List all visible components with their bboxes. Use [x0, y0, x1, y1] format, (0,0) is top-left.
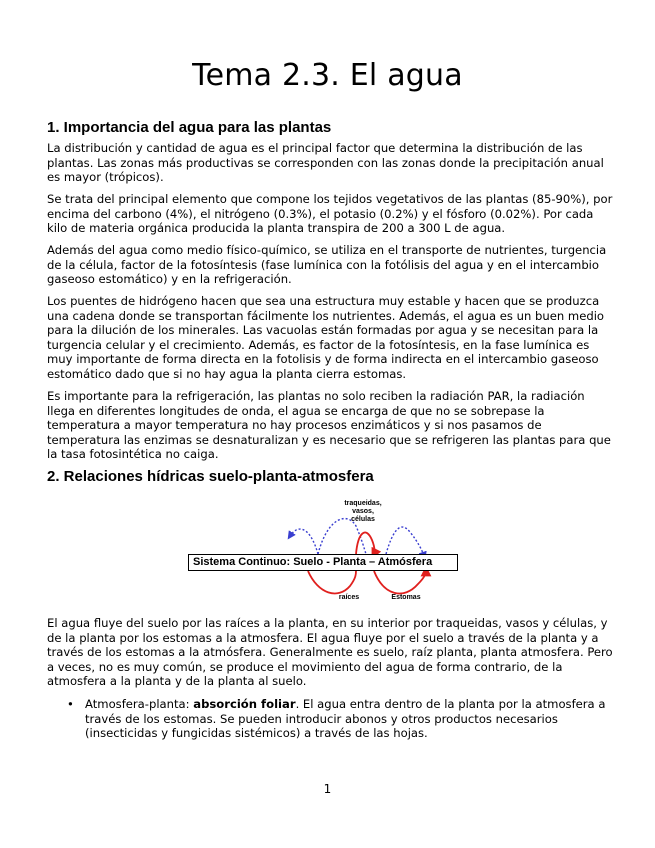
paragraph-2: Se trata del principal elemento que compone los tejidos vegetativos de las plantas (85-90%), por encima del carbono (4%), el nitrógeno (0.3%), el potasio (0.2%) y el fósforo (0.02%). Por cada kilo de materia orgánica producida la planta transpira de 200 a 300 L de agua. [47, 192, 613, 235]
red-arc-top [356, 532, 375, 554]
conduit-label-line: traqueidas, [344, 500, 382, 507]
section-2-heading: 2. Relaciones hídricas suelo-planta-atmosfera [47, 468, 374, 485]
paragraph-4: Los puentes de hidrógeno hacen que sea una estructura muy estable y hacen que se produzca una cadena donde se transportan fácilmente los nutrientes. Además, el agua es un buen medio para la dilución de los minerales. Las vacuolas están formadas por agua y se necesitan para la turgencia celular y el crecimiento. Además, es factor de la fotosíntesis, en la fase lumínica es muy importante de forma directa en la fotolisis y de forma indirecta en el intercambio gaseoso estomático dado que si no hay agua la planta cierra estomas. [47, 294, 605, 381]
diagram-label-conduits [338, 500, 388, 524]
conduit-label-line: células [351, 516, 375, 523]
paragraph-5: Es importante para la refrigeración, las plantas no solo reciben la radiación PAR, la radiación llega en diferentes longitudes de onda, el agua se encarga de que no se sobrepase la temperatura a mayor temperatura no hay procesos enzimáticos y si nos pasamos de temperatura las enzimas se desnaturalizan y es necesario que se refrigeren las plantas para que la tasa fotosintética no caiga. [47, 389, 611, 461]
diagram-label-stomata: Estomas [391, 594, 421, 601]
soil-plant-atmosphere-diagram [188, 496, 462, 608]
bullet-bold-term: absorción foliar [193, 697, 296, 711]
page-number: 1 [323, 782, 332, 796]
diagram-label-roots: raíces [338, 594, 360, 601]
bullet-rest: . El agua entra dentro de la planta por la atmosfera a través de los estomas. Se pueden introducir abonos y otros productos necesarios (insecticidas y fungicidas sistémicos) a través de las hojas. [85, 697, 606, 740]
page-title: Tema 2.3. El agua [192, 58, 463, 93]
red-arc-roots [308, 571, 356, 593]
blue-arc-right [386, 527, 424, 556]
red-arc-stomata [374, 571, 426, 594]
paragraph-6: El agua fluye del suelo por las raíces a la planta, en su interior por traqueidas, vasos y células, y de la planta por los estomas a la atmosfera. El agua fluye por el suelo a través de la planta y a través de los estomas a la atmósfera. Generalmente es suelo, raíz planta, planta atmosfera. Pero a veces, no es muy común, se produce el movimiento del agua de forma contrario, de la atmosfera a la planta y de la planta al suelo. [47, 616, 613, 688]
bullet-marker: • [67, 697, 74, 711]
flow-arrows-graphic [188, 496, 462, 608]
section-1-heading: 1. Importancia del agua para las plantas [47, 119, 332, 136]
bullet-text [85, 697, 615, 741]
paragraph-3: Además del agua como medio físico-químico, se utiliza en el transporte de nutrientes, turgencia de la célula, factor de la fotosíntesis (fase lumínica con la fotólisis del agua y en el intercambio gaseoso estomático) y en la refrigeración. [47, 243, 607, 286]
paragraph-1: La distribución y cantidad de agua es el principal factor que determina la distribución de las plantas. Las zonas más productivas se corresponden con las zonas donde la precipitación anual es mayor (trópicos). [47, 141, 604, 184]
bullet-lead: Atmosfera-planta: [85, 697, 194, 711]
continuum-system-box: Sistema Continuo: Suelo - Planta – Atmósfera [188, 554, 458, 571]
conduit-label-line: vasos, [352, 508, 374, 515]
blue-arc-up-left [290, 529, 318, 554]
